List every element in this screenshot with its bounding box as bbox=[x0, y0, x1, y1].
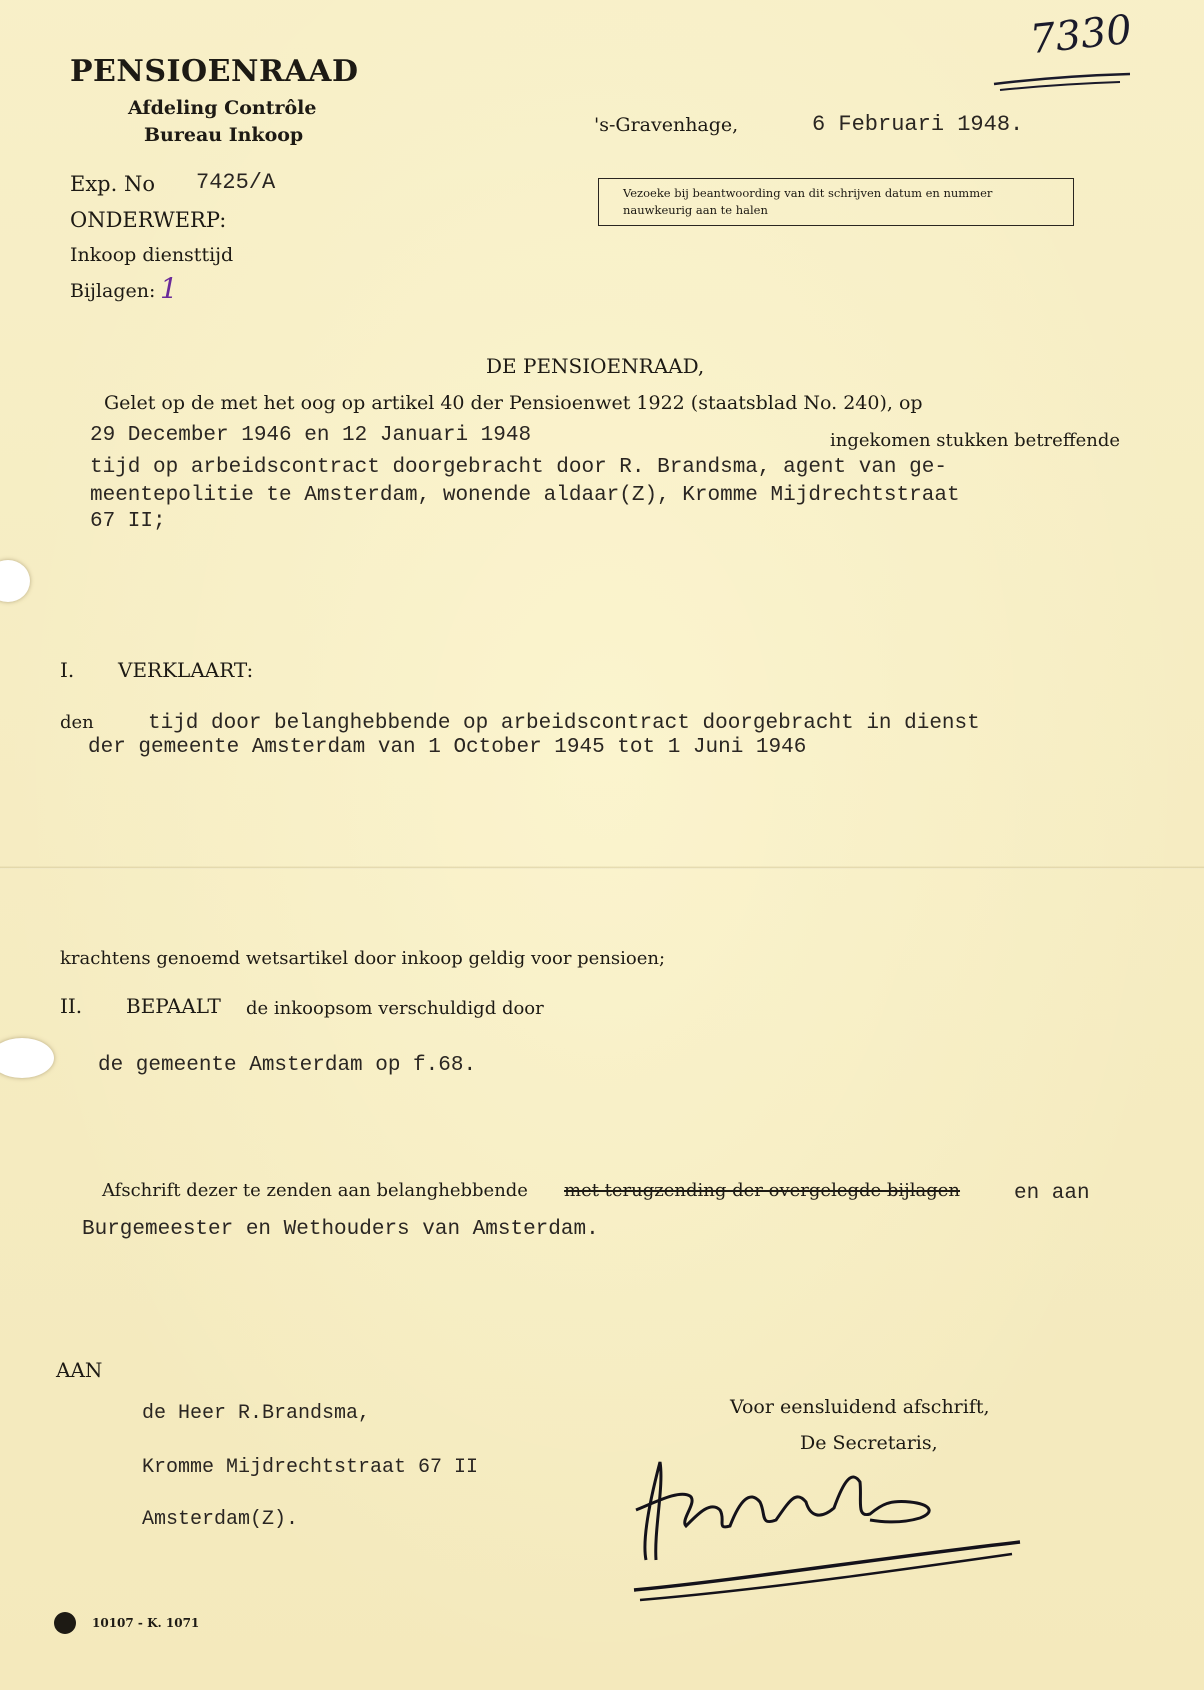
date: 6 Februari 1948. bbox=[812, 112, 1024, 137]
attachments-value: 1 bbox=[160, 272, 178, 305]
copy-struck-text: met terugzending der overgelegde bijlagen bbox=[564, 1180, 961, 1201]
copy-typed-1: en aan bbox=[1014, 1182, 1090, 1205]
secretary-signature bbox=[620, 1430, 1040, 1610]
section-1-number: I. bbox=[60, 658, 75, 682]
number-underline bbox=[990, 70, 1140, 94]
recipient-name: de Heer R.Brandsma, bbox=[142, 1402, 371, 1425]
department-name: Afdeling Contrôle bbox=[128, 97, 317, 119]
reference-note-box bbox=[598, 178, 1074, 226]
printer-logo bbox=[54, 1612, 76, 1634]
intro-typed-2: meentepolitie te Amsterdam, wonende aldaar(Z), Kromme Mijdrechtstraat bbox=[90, 484, 960, 507]
intro-received: ingekomen stukken betreffende bbox=[830, 430, 1121, 451]
exp-label: Exp. No bbox=[70, 172, 155, 196]
exp-value: 7425/A bbox=[196, 170, 276, 195]
closing-line-2: De Secretaris, bbox=[800, 1432, 938, 1454]
section-2-title: BEPAALT bbox=[126, 994, 221, 1018]
intro-typed-3: 67 II; bbox=[90, 510, 166, 533]
print-code: 10107 - K. 1071 bbox=[92, 1616, 200, 1630]
section-1-typed-2: der gemeente Amsterdam van 1 October 1945 tot 1 Juni 1946 bbox=[88, 736, 807, 759]
section-2-number: II. bbox=[60, 994, 83, 1018]
copy-instruction: Afschrift dezer te zenden aan belanghebbende bbox=[102, 1180, 528, 1201]
copy-typed-2: Burgemeester en Wethouders van Amsterdam. bbox=[82, 1218, 599, 1241]
subject-value: Inkoop diensttijd bbox=[70, 244, 234, 266]
krachtens-line: krachtens genoemd wetsartikel door inkoop geldig voor pensioen; bbox=[60, 948, 666, 969]
punch-hole-top bbox=[0, 560, 30, 602]
organization-name: PENSIOENRAAD bbox=[70, 54, 359, 89]
punch-hole-bottom bbox=[0, 1038, 54, 1078]
recipient-city: Amsterdam(Z). bbox=[142, 1508, 299, 1531]
attachments-label: Bijlagen: bbox=[70, 280, 156, 302]
subject-label: ONDERWERP: bbox=[70, 208, 227, 232]
section-2-typed: de gemeente Amsterdam op f.68. bbox=[98, 1054, 477, 1077]
section-1-den: den bbox=[60, 712, 94, 733]
section-2-text: de inkoopsom verschuldigd door bbox=[246, 998, 544, 1019]
reference-note: Vezoeke bij beantwoording van dit schrijven datum en nummer nauwkeurig aan te halen bbox=[623, 186, 993, 217]
section-1-title: VERKLAART: bbox=[118, 658, 254, 682]
bureau-name: Bureau Inkoop bbox=[144, 124, 304, 146]
handwritten-doc-number: 7330 bbox=[1027, 6, 1134, 64]
recipient-street: Kromme Mijdrechtstraat 67 II bbox=[142, 1456, 479, 1479]
intro-dates: 29 December 1946 en 12 Januari 1948 bbox=[90, 424, 532, 447]
closing-line-1: Voor eensluidend afschrift, bbox=[730, 1396, 990, 1418]
recipient-label: AAN bbox=[56, 1358, 103, 1382]
section-1-typed-1: tijd door belanghebbende op arbeidscontract doorgebracht in dienst bbox=[148, 712, 980, 735]
intro-typed-1: tijd op arbeidscontract doorgebracht door R. Brandsma, agent van ge- bbox=[90, 456, 947, 479]
intro-line-1: Gelet op de met het oog op artikel 40 der Pensioenwet 1922 (staatsblad No. 240), op bbox=[104, 392, 923, 414]
paper-fold bbox=[0, 866, 1204, 869]
document-heading: DE PENSIOENRAAD, bbox=[486, 354, 705, 378]
place: 's-Gravenhage, bbox=[594, 114, 739, 136]
